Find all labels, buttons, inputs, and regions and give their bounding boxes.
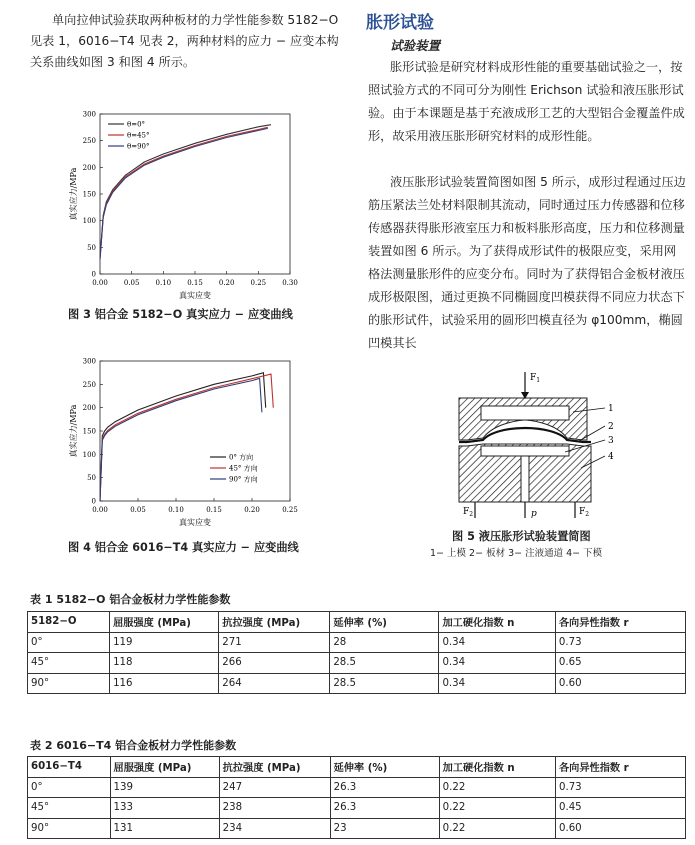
table-2-cell: 0.22 [439, 777, 555, 798]
table-1-header-cell: 延伸率 (%) [330, 612, 439, 633]
series-line-0 [100, 125, 271, 258]
table-1-cell: 0.60 [555, 673, 685, 694]
legend-entry-1: 45° 方向 [229, 464, 258, 473]
injection-channel [521, 456, 529, 502]
x-axis-label: 真实应变 [179, 291, 211, 300]
table-1-row [28, 632, 686, 653]
legend-entry-1: θ=45° [127, 131, 150, 140]
x-tick-label: 0.10 [155, 279, 172, 287]
table-1-caption: 表 1 5182−O 铝合金板材力学性能参数 [30, 593, 231, 606]
table-1-cell: 90° [28, 673, 110, 694]
y-tick-label: 150 [82, 190, 96, 199]
table-1-cell: 0° [28, 632, 110, 653]
table-2-cell: 26.3 [330, 777, 439, 798]
table-2-header-cell: 加工硬化指数 n [439, 757, 555, 778]
table-2-cell: 90° [28, 818, 111, 839]
x-tick-label: 0.20 [218, 279, 235, 287]
lower-die-cavity [481, 446, 569, 456]
table-1-cell: 0.34 [439, 673, 555, 694]
table-2-header-cell: 延伸率 (%) [330, 757, 439, 778]
y-tick-label: 100 [82, 450, 96, 459]
figure-4-caption: 图 4 铝合金 6016−T4 真实应力 − 应变曲线 [68, 541, 299, 554]
y-tick-label: 0 [91, 497, 96, 506]
table-1-cell: 45° [28, 653, 110, 674]
table-2-header-cell: 6016−T4 [28, 757, 111, 778]
upper-die-cavity [481, 406, 569, 420]
table-2-cell: 26.3 [330, 798, 439, 819]
table-1-header-cell: 各向异性指数 r [555, 612, 685, 633]
table-2-header-cell: 抗拉强度 (MPa) [219, 757, 330, 778]
f2-right-label: $F_2$ [579, 507, 590, 518]
figure-5-diagram [455, 368, 621, 520]
table-2-cell: 247 [219, 777, 330, 798]
intro-paragraph: 单向拉伸试验获取两种板材的力学性能参数 5182−O 见表 1，6016−T4 见表 2，两种材料的应力 − 应变本构关系曲线如图 3 和图 4 所示。 [30, 13, 339, 69]
f1-label: $F_1$ [530, 373, 541, 384]
figure-3-caption: 图 3 铝合金 5182−O 真实应力 − 应变曲线 [68, 308, 293, 321]
x-tick-label: 0.05 [130, 506, 146, 514]
table-1-header-cell: 5182−O [28, 612, 110, 633]
y-tick-label: 50 [87, 243, 96, 252]
x-tick-label: 0.00 [92, 506, 108, 514]
table-2-cell: 234 [219, 818, 330, 839]
table-2-row [28, 798, 686, 819]
y-tick-label: 250 [82, 137, 96, 146]
table-2-row [28, 777, 686, 798]
table-1-cell: 0.73 [555, 632, 685, 653]
legend-entry-2: θ=90° [127, 142, 150, 151]
table-1-cell: 264 [219, 673, 330, 694]
table-2-header-cell: 屈服强度 (MPa) [110, 757, 219, 778]
table-2-cell: 0° [28, 777, 111, 798]
callout-4-label: 4 [608, 452, 614, 462]
section-title: 胀形试验 [366, 13, 434, 33]
plot-frame [100, 361, 290, 501]
y-tick-label: 300 [82, 110, 96, 119]
figure-5-caption: 图 5 液压胀形试验装置简图 [452, 530, 591, 543]
x-tick-label: 0.25 [250, 279, 267, 287]
table-1-cell: 116 [110, 673, 219, 694]
y-axis-label: 真实应力/MPa [69, 404, 78, 458]
table-2-cell: 133 [110, 798, 219, 819]
table-1-header-cell: 加工硬化指数 n [439, 612, 555, 633]
legend-entry-0: 0° 方向 [229, 453, 254, 462]
y-tick-label: 300 [82, 357, 96, 366]
table-2-cell: 0.22 [439, 818, 555, 839]
y-tick-label: 100 [82, 217, 96, 226]
table-1-cell: 271 [219, 632, 330, 653]
table-2-cell: 0.73 [555, 777, 685, 798]
table-2-cell: 0.45 [555, 798, 685, 819]
figure-4-chart [60, 355, 300, 533]
table-2-cell: 45° [28, 798, 111, 819]
table-1 [27, 611, 686, 694]
y-tick-label: 250 [82, 380, 96, 389]
y-tick-label: 50 [87, 474, 96, 483]
figure-5-legend: 1− 上模 2− 板材 3− 注液通道 4− 下模 [430, 548, 603, 559]
x-tick-label: 0.20 [244, 506, 260, 514]
legend-entry-2: 90° 方向 [229, 475, 258, 484]
table-2-caption: 表 2 6016−T4 铝合金板材力学性能参数 [30, 739, 237, 752]
y-axis-label: 真实应力/MPa [69, 167, 78, 221]
table-1-cell: 28.5 [330, 653, 439, 674]
table-1-cell: 0.34 [439, 632, 555, 653]
table-1-cell: 28.5 [330, 673, 439, 694]
body-paragraph-2: 液压胀形试验装置简图如图 5 所示，成形过程通过压边筋压紧法兰处材料限制其流动，同时通过压力传感器和位移传感器获得胀形液室压力和板料胀形高度，压力和位移测量装置如图 6 所示。为了获得成形试件的极限应变，采用网格法测量胀形件的应变分布。同时为了获得铝合金板材液压成形极限图，通过更换不同椭圆度凹模获得不同应力状态下的胀形试件，试验采用的圆形凹模直径为 φ100mm，椭圆凹模其长 [368, 175, 686, 350]
figure-3-chart [60, 108, 300, 310]
table-1-row [28, 653, 686, 674]
callout-1-label: 1 [608, 404, 614, 414]
y-tick-label: 200 [82, 404, 96, 413]
table-2-cell: 0.60 [555, 818, 685, 839]
series-line-2 [100, 128, 268, 259]
x-tick-label: 0.00 [92, 279, 108, 287]
table-1-cell: 266 [219, 653, 330, 674]
y-tick-label: 0 [91, 270, 96, 279]
table-1-cell: 118 [110, 653, 219, 674]
table-2-cell: 238 [219, 798, 330, 819]
table-2-row [28, 818, 686, 839]
x-tick-label: 0.05 [123, 279, 140, 287]
table-2-cell: 139 [110, 777, 219, 798]
table-1-header-row [28, 612, 686, 633]
f2-left-label: $F_2$ [463, 507, 474, 518]
table-1-cell: 0.34 [439, 653, 555, 674]
table-2-cell: 23 [330, 818, 439, 839]
x-tick-label: 0.25 [282, 506, 298, 514]
subsection-title: 试验装置 [390, 38, 441, 53]
table-1-cell: 28 [330, 632, 439, 653]
table-2 [27, 756, 686, 839]
x-tick-label: 0.30 [282, 279, 298, 287]
table-1-header-cell: 抗拉强度 (MPa) [219, 612, 330, 633]
body-paragraph-1: 胀形试验是研究材料成形性能的重要基础试验之一，按照试验方式的不同可分为刚性 Erichson 试验和液压胀形试验。由于本课题是基于充液成形工艺的大型铝合金覆盖件成形，故采用液压胀形研究材料的成形性能。 [368, 60, 685, 143]
x-axis-label: 真实应变 [179, 518, 211, 527]
y-tick-label: 200 [82, 163, 96, 172]
x-tick-label: 0.15 [187, 279, 203, 287]
table-1-cell: 0.65 [555, 653, 685, 674]
table-1-row [28, 673, 686, 694]
table-2-header-cell: 各向异性指数 r [555, 757, 685, 778]
p-label: p [531, 509, 537, 519]
table-1-header-cell: 屈服强度 (MPa) [110, 612, 219, 633]
table-2-cell: 131 [110, 818, 219, 839]
x-tick-label: 0.10 [168, 506, 184, 514]
x-tick-label: 0.15 [206, 506, 222, 514]
y-tick-label: 150 [82, 427, 96, 436]
callout-2-label: 2 [608, 422, 614, 432]
table-1-cell: 119 [110, 632, 219, 653]
legend-entry-0: θ=0° [127, 120, 146, 129]
callout-3-label: 3 [608, 436, 614, 446]
table-2-cell: 0.22 [439, 798, 555, 819]
table-2-header-row [28, 757, 686, 778]
